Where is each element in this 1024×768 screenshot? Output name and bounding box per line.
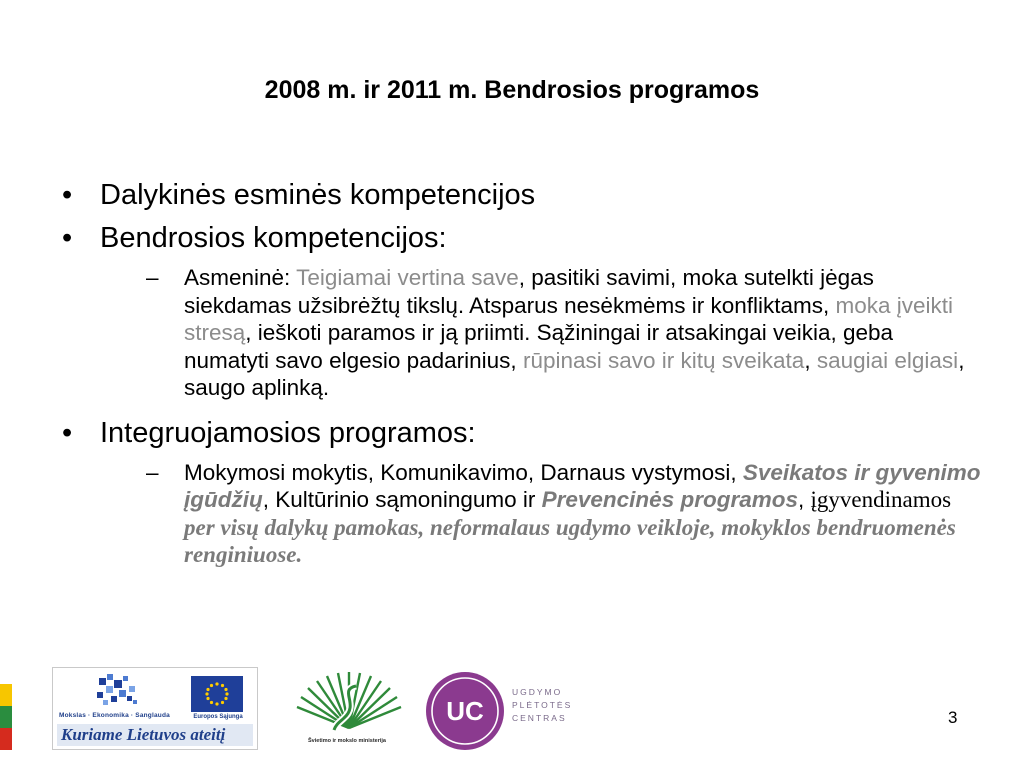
dash-icon: – bbox=[146, 459, 159, 485]
eu-flag-icon bbox=[191, 676, 243, 712]
programos-text: Mokymosi mokytis, Komunikavimo, Darnaus vystymosi, Sveikatos ir gyvenimo įgūdžių, Kultūrinio sąmoningumo ir Prevencinės programos, įgyvendinamos per visų dalykų pamokas, neformalaus ugdymo veikloje, mokyklos bendruomenės renginiuose. bbox=[184, 459, 981, 567]
bullet-icon: • bbox=[62, 416, 73, 449]
bullet-integruojamosios bbox=[62, 416, 982, 450]
highlight-sveikata: rūpinasi savo ir kitų sveikata bbox=[522, 347, 805, 373]
sub-bullet-asmenine bbox=[146, 264, 982, 402]
highlight-saugiai: saugiai elgiasi bbox=[816, 347, 959, 373]
highlight-pamokas: per visų dalykų pamokas, neformalaus ugdymo veikloje, mokyklos bendruomenės renginiuose. bbox=[184, 514, 956, 567]
sub-bullet-programos bbox=[146, 459, 982, 569]
bullet-text: Dalykinės esminės kompetencijos bbox=[100, 179, 536, 211]
bullet-text: Integruojamosios programos: bbox=[100, 416, 476, 449]
page-number: 3 bbox=[948, 708, 958, 727]
slide-body bbox=[62, 178, 982, 579]
dash-icon: – bbox=[146, 265, 159, 290]
es-funds-logo bbox=[52, 667, 258, 750]
bullet-text: Bendrosios kompetencijos: bbox=[100, 222, 447, 254]
ministry-logo-icon bbox=[294, 668, 404, 738]
eu-label: Europos Sąjunga bbox=[193, 714, 243, 720]
bullet-icon: • bbox=[62, 222, 73, 254]
highlight-stresa: moka įveikti stresą bbox=[184, 292, 954, 345]
kuriame-label: Kuriame Lietuvos ateitį bbox=[61, 725, 226, 744]
upc-label: UGDYMO PLĖTOTĖS CENTRAS bbox=[512, 687, 573, 723]
highlight-teigiamai: Teigiamai vertina save bbox=[296, 265, 519, 290]
upc-logo-icon bbox=[424, 670, 506, 752]
highlight-prevencines: Prevencinės programos bbox=[541, 487, 798, 512]
mes-cubes-icon bbox=[89, 672, 149, 712]
svg-text:UC: UC bbox=[446, 696, 484, 726]
highlight-sveikatos: Sveikatos ir gyvenimo įgūdžių bbox=[184, 459, 981, 512]
asmenine-text: Asmeninė: Teigiamai vertina save, pasitiki savimi, moka sutelkti jėgas siekdamas užsibrėžtų tikslų. Atsparus nesėkmėms ir konfliktams, moka įveikti stresą, ieškoti paramos ir ją priimti. Sąžiningai ir atsakingai veikia, geba numatyti savo elgesio padarinius, rūpinasi savo ir kitų sveikata, saugiai elgiasi, saugo aplinką. bbox=[184, 265, 965, 400]
mes-label: Mokslas · Ekonomika · Sanglauda bbox=[59, 712, 170, 719]
bullet-icon: • bbox=[62, 179, 73, 211]
bullet-dalykines bbox=[62, 178, 982, 212]
bullet-bendrosios bbox=[62, 221, 982, 255]
ministry-label: Švietimo ir mokslo ministerija bbox=[308, 738, 386, 744]
flag-stripes bbox=[0, 662, 12, 750]
slide-title: 2008 m. ir 2011 m. Bendrosios programos bbox=[264, 76, 760, 104]
